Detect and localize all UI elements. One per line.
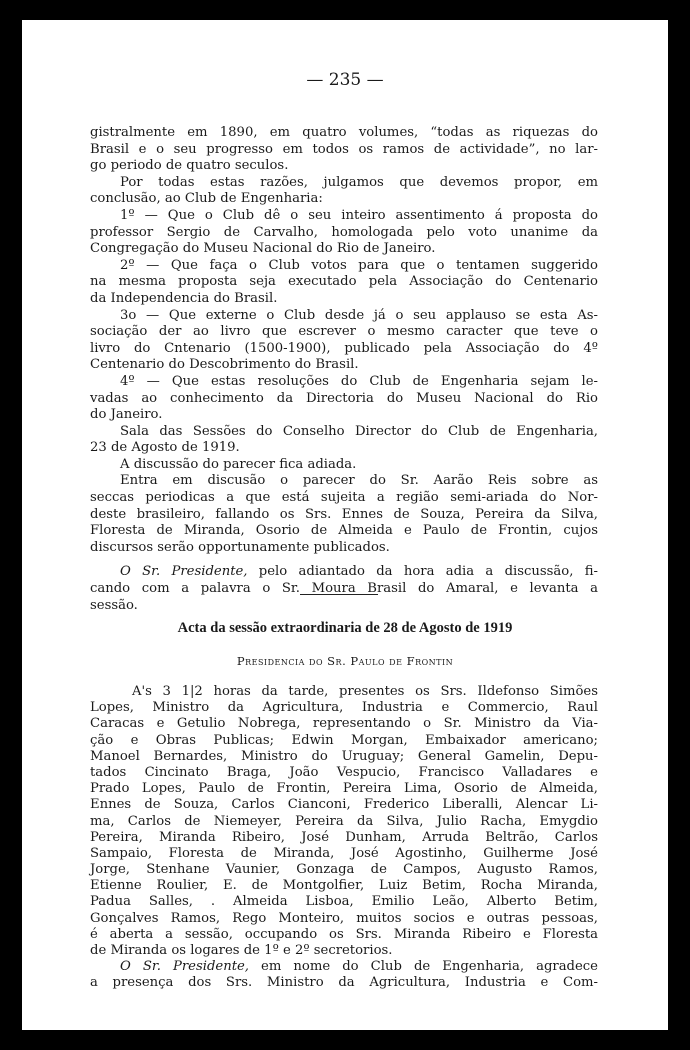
text-line: sessão. — [90, 597, 138, 613]
text-line: Brasil e o seu progresso em todos os ramos de actividade”, no lar- — [90, 141, 598, 157]
presidencia-heading: Presidencia do Sr. Paulo de Frontin — [236, 654, 454, 668]
text-line: Entra em discusão o parecer do Sr. Aarão Reis sobre as — [120, 473, 598, 489]
text-line: Gonçalves Ramos, Rego Monteiro, muitos socios e outras pessoas, — [90, 910, 598, 926]
presidente-label: O Sr. Presidente, — [120, 564, 248, 580]
text-line: A discussão do parecer fica adiada. — [120, 456, 357, 472]
text-line: Etienne Roulier, E. de Montgolfier, Luiz Betim, Rocha Miranda, — [90, 878, 598, 894]
text-line: Prado Lopes, Paulo de Frontin, Pereira Lima, Osorio de Almeida, — [90, 781, 598, 797]
text-line: 1º — Que o Club dê o seu inteiro assentimento á proposta do — [120, 207, 598, 223]
text-line: Congregação do Museu Nacional do Rio de Janeiro. — [90, 241, 436, 257]
acta-text — [90, 684, 598, 992]
text-line: Ennes de Souza, Carlos Cianconi, Frederico Liberalli, Alencar Li- — [90, 797, 598, 813]
text-line: de Miranda os logares de 1º e 2º secretorios. — [90, 943, 393, 958]
text-line: vadas ao conhecimento da Directoria do Museu Nacional do Rio — [90, 390, 598, 406]
text-line: go periodo de quatro seculos. — [90, 158, 289, 174]
page-number: — 235 — — [306, 70, 384, 90]
text-line: sociação der ao livro que escrever o mesmo caracter que teve o — [90, 324, 598, 340]
text-line: discursos serão opportunamente publicados. — [90, 539, 390, 555]
text-line: cando com a palavra o Sr. Moura Brasil do Amaral, e levanta a — [90, 581, 598, 597]
text-line: ma, Carlos de Niemeyer, Pereira da Silva, Julio Racha, Emygdio — [90, 813, 598, 829]
text-line: Pereira, Miranda Ribeiro, José Dunham, Arruda Beltrão, Carlos — [90, 829, 598, 845]
text-line: Caracas e Getulio Nobrega, representando o Sr. Ministro da Via- — [90, 716, 598, 732]
presidente-label: O Sr. Presidente, — [120, 959, 249, 975]
text-line — [90, 959, 598, 975]
text-line: Manoel Bernardes, Ministro do Uruguay; General Gamelin, Depu- — [90, 748, 598, 764]
text-line: é aberta a sessão, occupando os Srs. Miranda Ribeiro e Floresta — [90, 926, 598, 942]
acta-title: Acta da sessão extraordinaria de 28 de Agosto de 1919 — [177, 620, 513, 636]
text-line: Por todas estas razões, julgamos que devemos propor, em — [120, 174, 598, 190]
text-line: do Janeiro. — [90, 407, 163, 423]
text-line: 3o — Que externe o Club desde já o seu applauso se esta As- — [120, 307, 598, 323]
text-line: Sala das Sessões do Conselho Director do Club de Engenharia, — [120, 423, 598, 439]
text-line: Floresta de Miranda, Osorio de Almeida e Paulo de Frontin, cujos — [90, 523, 598, 539]
text-line: na mesma proposta seja executado pela Associação do Centenario — [90, 274, 598, 290]
text-line: tados Cincinato Braga, João Vespucio, Francisco Valladares e — [90, 764, 598, 780]
text-line: professor Sergio de Carvalho, homologada pelo voto unanime da — [90, 224, 598, 240]
text-line: 4º — Que estas resoluções do Club de Engenharia sejam le- — [120, 373, 598, 389]
text-line: 2º — Que faça o Club votos para que o tentamen suggerido — [120, 257, 598, 273]
document-page — [22, 20, 668, 1030]
text-line: Sampaio, Floresta de Miranda, José Agostinho, Guilherme José — [90, 845, 598, 861]
text-line: deste brasileiro, fallando os Srs. Ennes de Souza, Pereira da Silva, — [90, 506, 598, 522]
text-line: da Independencia do Brasil. — [90, 290, 278, 306]
text-line: Centenario do Descobrimento do Brasil. — [90, 357, 359, 373]
text-line: 23 de Agosto de 1919. — [90, 440, 240, 456]
text-line: livro do Cntenario (1500-1900), publicado pela Associação do 4º — [90, 340, 598, 356]
report-text — [90, 125, 598, 614]
text-fragment: em nome do Club de Engenharia, agradece — [249, 959, 598, 975]
text-line: ção e Obras Publicas; Edwin Morgan, Embaixador americano; — [90, 732, 598, 748]
text-fragment: pelo adiantado da hora adia a discussão, fi- — [247, 564, 598, 580]
text-line: Jorge, Stenhane Vaunier, Gonzaga de Campos, Augusto Ramos, — [90, 862, 598, 878]
text-line: Lopes, Ministro da Agricultura, Industria e Commercio, Raul — [90, 700, 598, 716]
text-line: A's 3 1|2 horas da tarde, presentes os Srs. Ildefonso Simões — [132, 684, 598, 699]
text-line: Padua Salles, . Almeida Lisboa, Emilio Leão, Alberto Betim, — [90, 894, 598, 910]
text-line: conclusão, ao Club de Engenharia: — [90, 191, 323, 207]
text-line: seccas periodicas a que está sujeita a região semi-ariada do Nor- — [90, 490, 598, 506]
text-line: gistralmente em 1890, em quatro volumes, “todas as riquezas do — [90, 125, 598, 140]
text-line: a presença dos Srs. Ministro da Agricultura, Industria e Com- — [90, 975, 598, 991]
section-divider — [300, 594, 378, 595]
text-line — [90, 564, 598, 581]
